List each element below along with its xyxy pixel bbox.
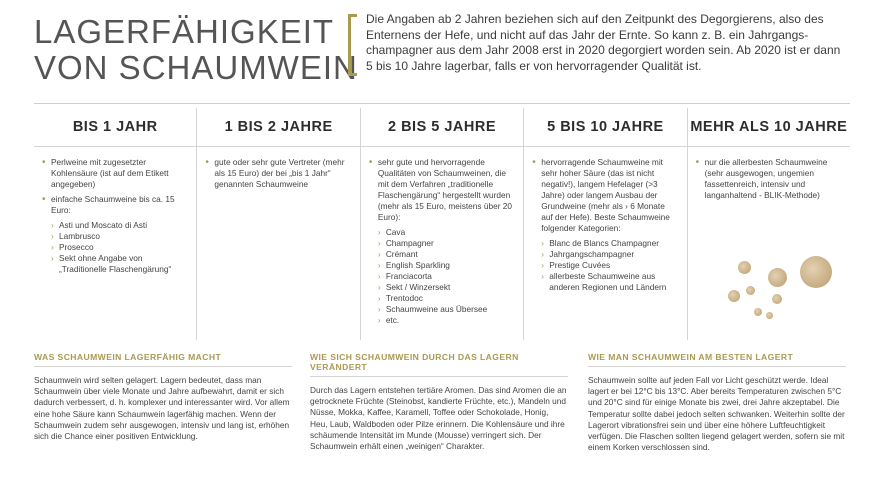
list-item: › English Sparkling (378, 260, 515, 271)
column-heading: 5 BIS 10 JAHRE (524, 108, 686, 147)
section-text: Schaumwein wird selten gelagert. Lagern bedeutet, dass man Schaumwein über viele Monate und Jahre aufbewahrt, damit er sich dadurch verbessert, d. h. komplexer und interessanter wird. Vor allem eine hohe Säure kann Schaumwein lagerfähig machen. Wenn der Schaumwein zudem sehr ausgewogen, intensiv und lang ist, erhöhen sich die Chance einer positiven Entwicklung. (34, 375, 290, 442)
list-item: › Champagner (378, 238, 515, 249)
column-heading: BIS 1 JAHR (34, 108, 196, 147)
list-item: › Jahrgangschampagner (541, 249, 678, 260)
list-item: › Crémant (378, 249, 515, 260)
column-2 (196, 108, 359, 340)
bubble (768, 268, 787, 287)
section-text: Durch das Lagern entstehen tertiäre Aromen. Das sind Aromen die an getrocknete Früchte (Steinobst, kandierte Früchte, etc.), Mandeln und Nüsse, Mokka, Kaffee, Karamell, Toffee oder Schokolade, Honig, Heu, Laub, Waldboden oder Pilze erinnern. Die Kohlensäure und ihre schäumende Intensität im Munde (Mousse) verringert sich. Der Schaumwein erhält einen „weinigen“ Charakter. (310, 385, 567, 452)
list-item: › Schaumweine aus Übersee (378, 304, 515, 315)
bubble (766, 312, 773, 319)
list-item: › Cava (378, 227, 515, 238)
list-item: › etc. (378, 315, 515, 326)
bullet: • nur die allerbesten Schaumweine (sehr ausgewogen, ungemien fassettenreich, intensiv und langanhaltend - BLIK-Methode) (696, 157, 842, 201)
list-item: › Blanc de Blancs Champagner (541, 238, 678, 249)
list-item: › Asti und Moscato di Asti (51, 220, 188, 231)
column-heading: 1 BIS 2 JAHRE (197, 108, 359, 147)
column-4 (523, 108, 686, 340)
column-heading: 2 BIS 5 JAHRE (361, 108, 523, 147)
divider (34, 103, 850, 104)
section-heading: WIE SICH SCHAUMWEIN DURCH DAS LAGERN VERÄNDERT (310, 352, 568, 377)
info-section-3 (588, 352, 846, 453)
bullet: • einfache Schaumweine bis ca. 15 Euro: (42, 194, 188, 216)
column-3 (360, 108, 523, 340)
list-item: › Franciacorta (378, 271, 515, 282)
section-heading: WIE MAN SCHAUMWEIN AM BESTEN LAGERT (588, 352, 846, 367)
bubble (754, 308, 762, 316)
section-text: Schaumwein sollte auf jeden Fall vor Licht geschützt werde. Ideal lagert er bei 12°C bis 13°C. Aber bereits Temperaturen zwischen 5°C und 20°C sind für einige Monate bis zwei, drei Jahre akzeptabel. Die Temperatur sollte dabei jedoch selten schwanken. Weiterhin sollte der Lagerort vibrationsfrei sein und über eine höhere Luftfeuchtigkeit verfügen. Die Flaschen sollten liegend gelagert werden, sofern sie mit einem Korken verschlossen sind. (588, 375, 845, 453)
section-heading: WAS SCHAUMWEIN LAGERFÄHIG MACHT (34, 352, 292, 367)
bubble (800, 256, 832, 288)
page-title (34, 14, 358, 86)
bracket-decoration (348, 14, 357, 76)
column-heading: MEHR ALS 10 JAHRE (688, 108, 850, 147)
bubble (728, 290, 740, 302)
bubbles-illustration (688, 108, 850, 340)
bubble (772, 294, 782, 304)
list-item: › Sekt / Winzersekt (378, 282, 515, 293)
bullet: • gute oder sehr gute Vertreter (mehr als 15 Euro) der bei „bis 1 Jahr“ genannten Schaumweine (205, 157, 351, 190)
info-section-2 (310, 352, 568, 452)
bullet: • hervorragende Schaumweine mit sehr hoher Säure (das ist nicht negativ!), langem Hefelager (>3 Jahre) oder langem Ausbau der Grundweine (mehr als › 6 Monate auf der Hefe). Beste Schaumweine folgender Kategorien: (532, 157, 678, 234)
bubble (738, 261, 751, 274)
title-line-2: VON SCHAUMWEIN (34, 49, 358, 86)
info-section-1 (34, 352, 292, 442)
title-line-1: LAGERFÄHIGKEIT (34, 13, 335, 50)
list-item: › Lambrusco (51, 231, 188, 242)
list-item: › Trentodoc (378, 293, 515, 304)
list-item: › allerbeste Schaumweine aus anderen Regionen und Ländern (541, 271, 678, 293)
bullet: • sehr gute und hervorragende Qualitäten von Schaumweinen, die mit dem Verfahren „traditionelle Flaschengärung“ hergestellt wurden (mehr als 15 Euro, meistens über 20 Euro): (369, 157, 515, 223)
list-item: › Prosecco (51, 242, 188, 253)
storage-columns (34, 108, 850, 340)
bullet: • Perlweine mit zugesetzter Kohlensäure (ist auf dem Etikett angegeben) (42, 157, 188, 190)
column-1 (34, 108, 196, 340)
list-item: › Sekt ohne Angabe von „Traditionelle Flaschengärung“ (51, 253, 188, 275)
list-item: › Prestige Cuvées (541, 260, 678, 271)
intro-text: Die Angaben ab 2 Jahren beziehen sich auf den Zeitpunkt des Degorgierens, also des Enternens der Hefe, und nicht auf das Jahr der Ernte. So kann z. B. ein Jahrgangschampagner aus dem Jahr 2008 erst in 2020 degorgiert worden sein. Ab 2020 ist er dann 5 bis 10 Jahre lagerbar, falls er von hervorragender Qualität ist. (366, 12, 841, 73)
column-5 (687, 108, 850, 340)
bubble (746, 286, 755, 295)
